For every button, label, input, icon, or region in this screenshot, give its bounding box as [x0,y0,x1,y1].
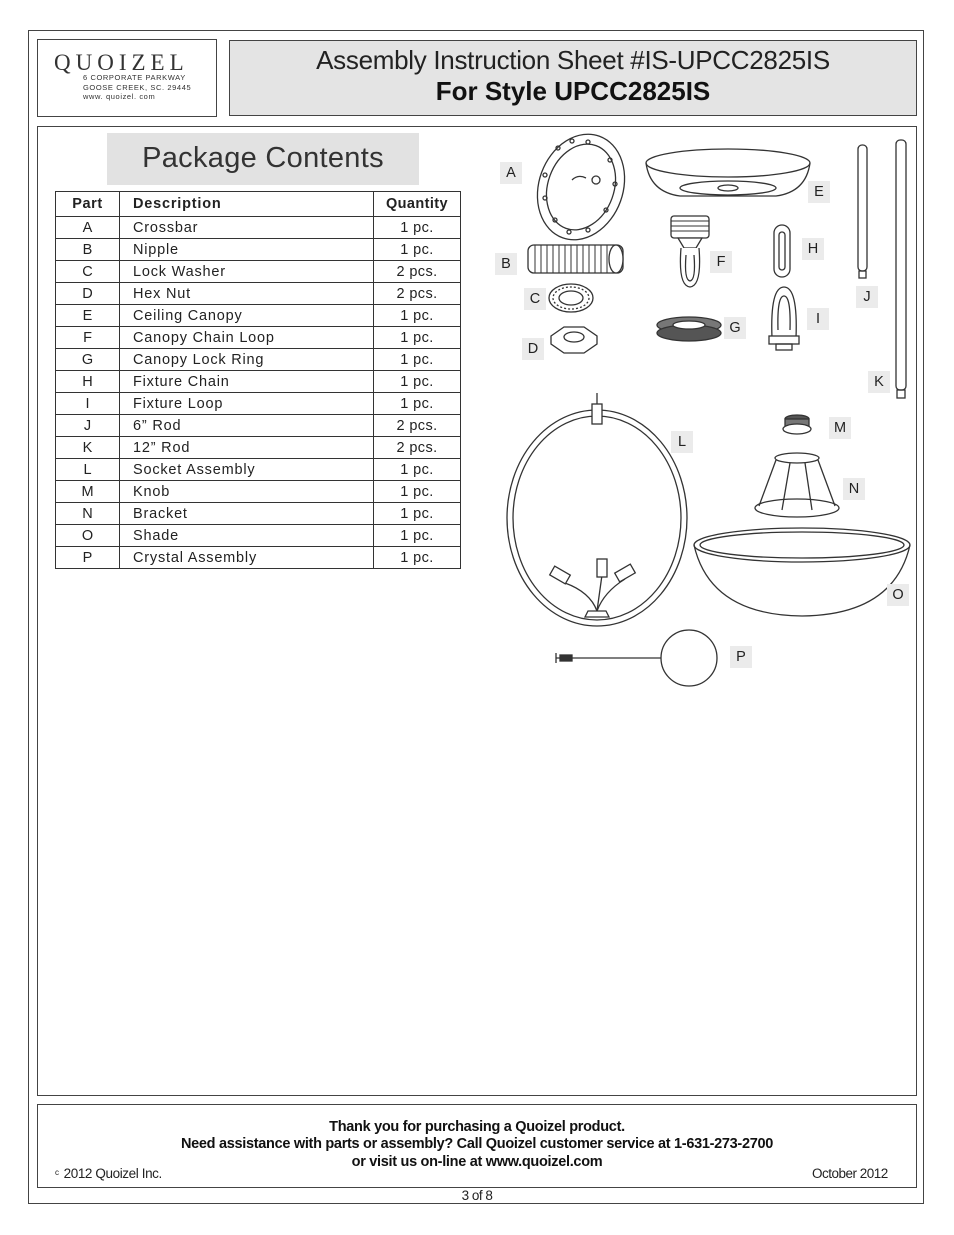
header-quantity: Quantity [374,192,461,217]
part-letter: D [56,283,120,305]
header-part: Part [56,192,120,217]
part-quantity: 1 pc. [374,547,461,569]
part-label-a: A [500,162,522,184]
part-quantity: 1 pc. [374,459,461,481]
part-quantity: 2 pcs. [374,283,461,305]
address-line-2: GOOSE CREEK, SC. 29445 [83,82,192,92]
part-quantity: 1 pc. [374,525,461,547]
package-contents-title: Package Contents [142,142,384,174]
part-quantity: 2 pcs. [374,437,461,459]
shade-drawing [694,528,910,616]
part-letter: N [56,503,120,525]
fixture-chain-drawing [774,225,790,277]
header-description: Description [120,192,374,217]
address-line-1: 6 CORPORATE PARKWAY [83,73,186,82]
part-description: 6” Rod [120,415,374,437]
knob-drawing [783,415,811,434]
copyright-mark: c [55,1168,59,1177]
bracket-drawing [755,453,839,517]
part-label-g: G [724,317,746,339]
part-label-p: P [730,646,752,668]
lock-washer-drawing [549,284,593,312]
part-quantity: 1 pc. [374,481,461,503]
part-description: Lock Washer [120,261,374,283]
part-description: 12” Rod [120,437,374,459]
page-number: 3 of 8 [461,1188,493,1203]
part-label-c: C [524,288,546,310]
part-description: Nipple [120,239,374,261]
part-label-o: O [887,584,909,606]
part-quantity: 1 pc. [374,371,461,393]
part-quantity: 1 pc. [374,393,461,415]
part-letter: C [56,261,120,283]
part-label-m: M [829,417,851,439]
footer-box [37,1104,917,1188]
part-label-d: D [522,338,544,360]
style-title: For Style UPCC2825IS [435,76,711,106]
part-label-j: J [856,286,878,308]
part-label-f: F [710,251,732,273]
part-description: Ceiling Canopy [120,305,374,327]
part-description: Socket Assembly [120,459,374,481]
part-label-k: K [868,371,890,393]
part-letter: E [56,305,120,327]
part-letter: K [56,437,120,459]
canopy-lock-ring-drawing [657,317,721,341]
part-description: Canopy Chain Loop [120,327,374,349]
part-quantity: 1 pc. [374,305,461,327]
footer-thank-you: Thank you for purchasing a Quoizel product. [329,1119,625,1135]
copyright-text: 2012 Quoizel Inc. [63,1166,162,1181]
part-description: Bracket [120,503,374,525]
document-date: October 2012 [812,1166,888,1181]
rod-12-drawing [896,140,906,398]
part-letter: M [56,481,120,503]
part-description: Crystal Assembly [120,547,374,569]
part-letter: P [56,547,120,569]
rod-6-drawing [858,145,867,278]
document-title: Assembly Instruction Sheet #IS-UPCC2825IS [316,45,830,75]
crossbar-drawing [523,122,639,252]
part-letter: O [56,525,120,547]
canopy-drawing [646,149,810,196]
hex-nut-drawing [551,327,597,353]
nipple-drawing [528,245,623,273]
part-description: Crossbar [120,217,374,239]
part-description: Canopy Lock Ring [120,349,374,371]
part-label-i: I [807,308,829,330]
part-quantity: 2 pcs. [374,261,461,283]
part-letter: I [56,393,120,415]
part-letter: L [56,459,120,481]
footer-website-line: or visit us on-line at www.quoizel.com [351,1154,603,1170]
part-label-b: B [495,253,517,275]
footer-support-line: Need assistance with parts or assembly? Call Quoizel customer service at 1-631-273-2700 [180,1136,774,1152]
part-description: Fixture Chain [120,371,374,393]
canopy-chain-loop-drawing [671,216,709,287]
part-description: Fixture Loop [120,393,374,415]
socket-assembly-drawing [507,393,687,626]
part-quantity: 1 pc. [374,217,461,239]
part-letter: G [56,349,120,371]
part-description: Shade [120,525,374,547]
part-label-e: E [808,181,830,203]
part-quantity: 1 pc. [374,349,461,371]
fixture-loop-drawing [769,287,799,350]
part-description: Knob [120,481,374,503]
part-label-n: N [843,478,865,500]
part-letter: F [56,327,120,349]
part-letter: H [56,371,120,393]
part-quantity: 2 pcs. [374,415,461,437]
part-letter: A [56,217,120,239]
part-letter: B [56,239,120,261]
company-logo: QUOIZEL [54,50,189,75]
company-website: www. quoizel. com [83,92,156,101]
part-letter: J [56,415,120,437]
part-quantity: 1 pc. [374,503,461,525]
part-quantity: 1 pc. [374,327,461,349]
part-description: Hex Nut [120,283,374,305]
part-quantity: 1 pc. [374,239,461,261]
part-label-h: H [802,238,824,260]
copyright [55,1166,162,1181]
crystal-assembly-drawing [556,630,717,686]
part-label-l: L [671,431,693,453]
